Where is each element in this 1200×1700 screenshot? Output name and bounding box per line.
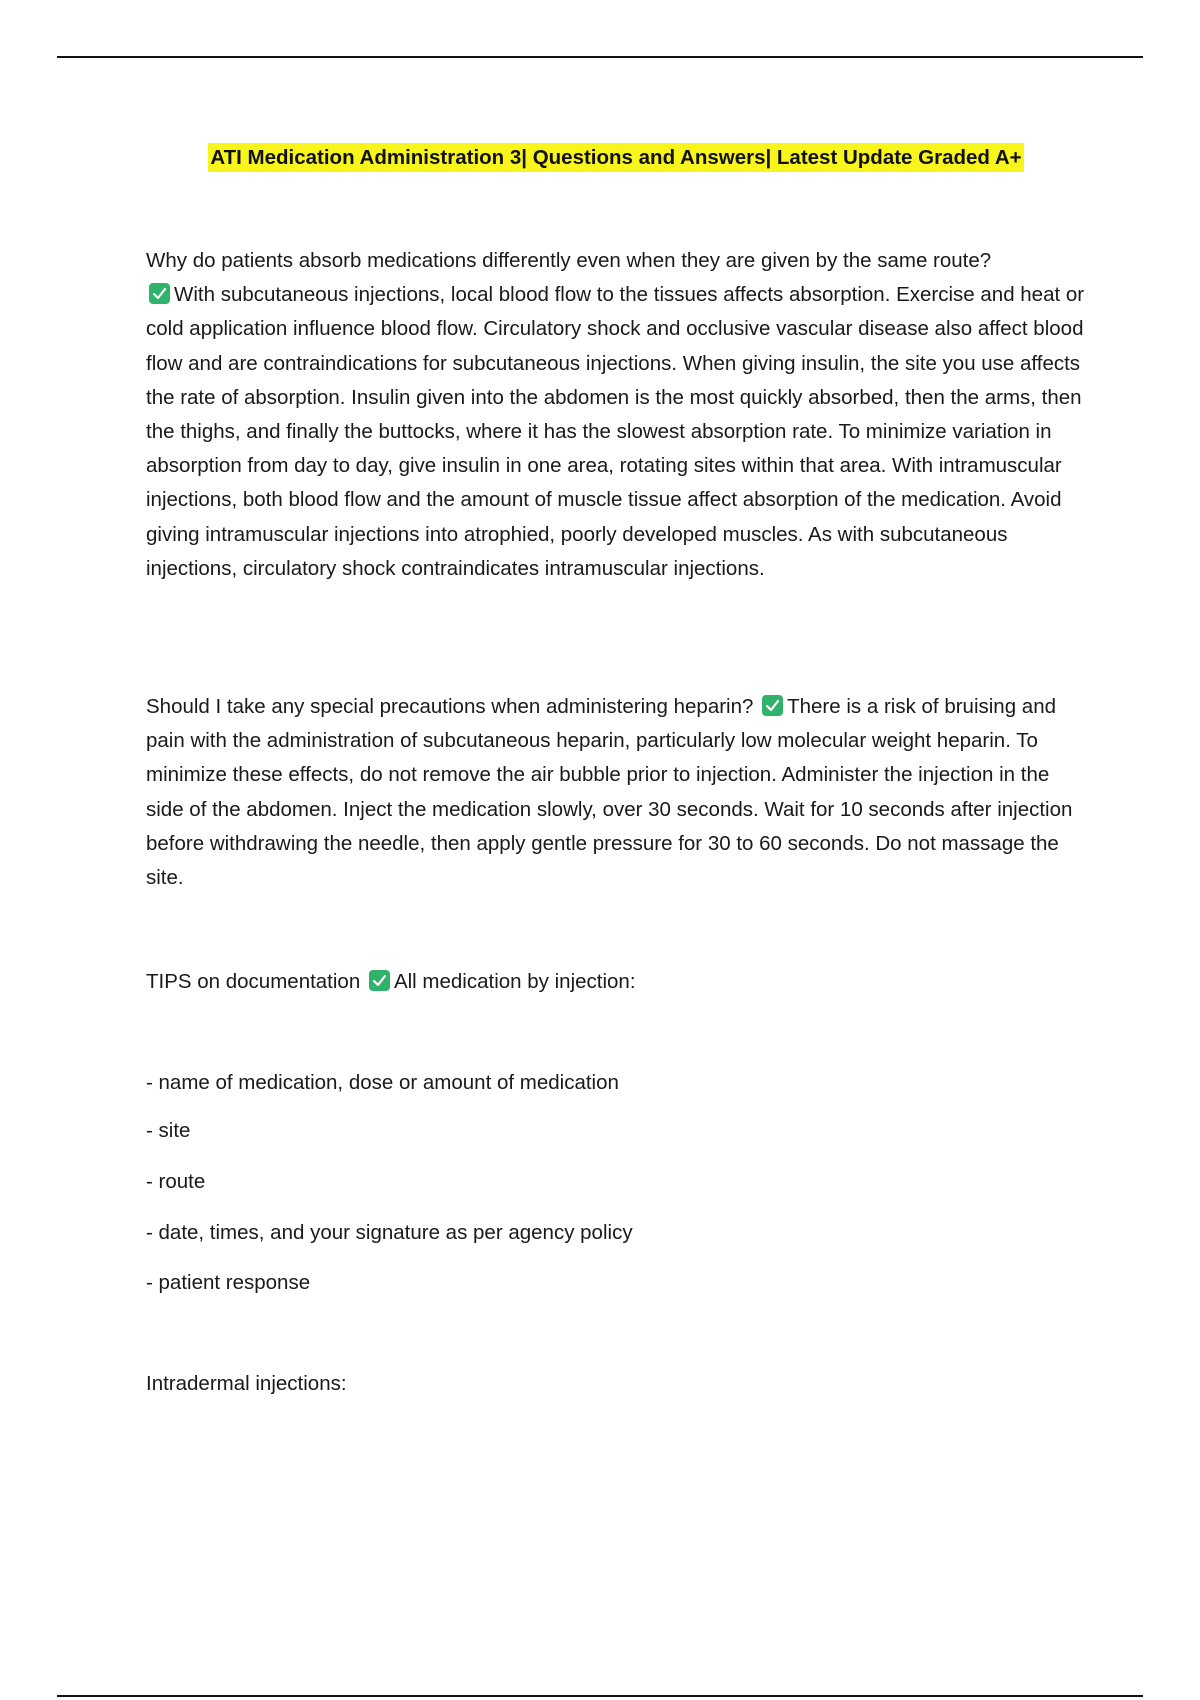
check-icon (149, 283, 170, 304)
next-question: Intradermal injections: (146, 1372, 347, 1395)
top-rule (57, 56, 1143, 58)
question-text: Why do patients absorb medications differently even when they are given by the same route? (146, 249, 992, 272)
check-icon (762, 695, 783, 716)
qa-item-3 (146, 965, 1086, 999)
list-item: - site (146, 1119, 191, 1142)
check-icon (369, 970, 390, 991)
list-item: - date, times, and your signature as per agency policy (146, 1221, 633, 1244)
qa-item-2 (146, 690, 1086, 895)
list-item: - name of medication, dose or amount of medication (146, 1071, 619, 1094)
answer-text: There is a risk of bruising and pain with the administration of subcutaneous heparin, particularly low molecular weight heparin. To minimize these effects, do not remove the air bubble prior to injection. Administer the injection in the side of the abdomen. Inject the medication slowly, over 30 seconds. Wait for 10 seconds after injection before withdrawing the needle, then apply gentle pressure for 30 to 60 seconds. Do not massage the site. (146, 695, 1073, 890)
title-wrap (146, 143, 1086, 172)
qa-item-1 (146, 244, 1086, 586)
list-item: - patient response (146, 1271, 311, 1294)
list-item: - route (146, 1170, 206, 1193)
question-text: TIPS on documentation (146, 970, 361, 993)
document-title: ATI Medication Administration 3| Questions and Answers| Latest Update Graded A+ (208, 143, 1023, 172)
bottom-rule (57, 1695, 1143, 1697)
question-text: Should I take any special precautions when administering heparin? (146, 695, 754, 718)
answer-text: All medication by injection: (393, 970, 636, 993)
answer-text: With subcutaneous injections, local blood flow to the tissues affects absorption. Exercise and heat or cold application influence blood flow. Circulatory shock and occlusive vascular disease also affect blood flow and are contraindications for subcutaneous injections. When giving insulin, the site you use affects the rate of absorption. Insulin given into the abdomen is the most quickly absorbed, then the arms, then the thighs, and finally the buttocks, where it has the slowest absorption rate. To minimize variation in absorption from day to day, give insulin in one area, rotating sites within that area. With intramuscular injections, both blood flow and the amount of muscle tissue affect absorption of the medication. Avoid giving intramuscular injections into atrophied, poorly developed muscles. As with subcutaneous injections, circulatory shock contraindicates intramuscular injections. (146, 283, 1085, 580)
